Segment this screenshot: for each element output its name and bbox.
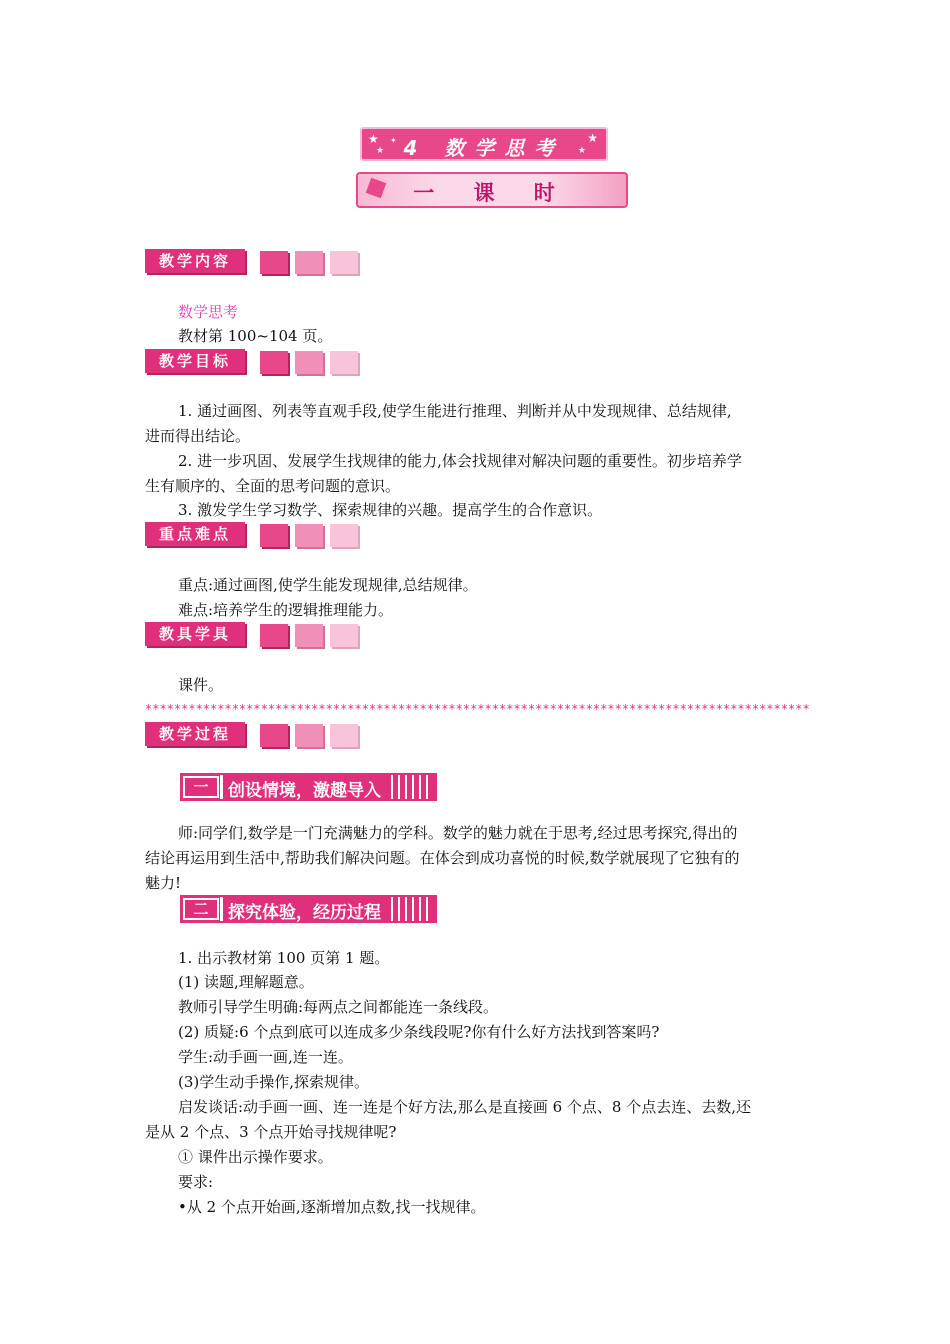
goal-2-line-2: 生有顺序的、全面的思考问题的意识。 (145, 477, 401, 495)
divider (220, 775, 223, 799)
square-decoration (330, 351, 358, 374)
step-1-line-1: 师:同学们,数学是一门充满魅力的学科。数学的魅力就在于思考,经过思考探究,得出的 (178, 824, 738, 842)
focus-text: 重点:通过画图,使学生能发现规律,总结规律。 (178, 576, 478, 594)
goal-1-line-1: 1. 通过画图、列表等直观手段,使学生能进行推理、判断并从中发现规律、总结规律, (178, 402, 732, 420)
square-decoration (295, 624, 323, 647)
section-label: 教学目标 (145, 349, 245, 373)
pages-text: 教材第 100~104 页。 (178, 327, 333, 345)
stripe-decoration (391, 775, 433, 799)
square-decoration (260, 524, 288, 547)
square-decoration (330, 251, 358, 274)
star-icon: ✦ (390, 136, 397, 145)
step-number: 一 (183, 776, 219, 798)
step-2-line-9: ① 课件出示操作要求。 (178, 1148, 333, 1166)
step-2-line-3: 教师引导学生明确:每两点之间都能连一条线段。 (178, 998, 499, 1016)
section-label: 教学过程 (145, 722, 245, 746)
stripe-decoration (391, 897, 433, 921)
square-decoration (260, 624, 288, 647)
step-title: 探究体验，经历过程 (228, 903, 381, 923)
step-2-line-1: 1. 出示教材第 100 页第 1 题。 (178, 949, 390, 967)
square-decoration (260, 724, 288, 747)
step-2-line-8: 是从 2 个点、3 个点开始寻找规律呢? (145, 1123, 397, 1141)
square-decoration (330, 524, 358, 547)
star-icon: ★ (577, 146, 586, 156)
step-2-line-2: (1) 读题,理解题意。 (178, 973, 314, 991)
step-2-line-5: 学生:动手画一画,连一连。 (178, 1048, 353, 1066)
section-label: 教具学具 (145, 622, 245, 646)
step-2-line-6: (3)学生动手操作,探索规律。 (178, 1073, 370, 1091)
goal-1-line-2: 进而得出结论。 (145, 427, 251, 445)
step-title: 创设情境，激趣导入 (228, 781, 381, 801)
square-decoration (295, 524, 323, 547)
star-icon: ★ (368, 132, 379, 146)
step-2-line-4: (2) 质疑:6 个点到底可以连成多少条线段呢?你有什么好方法找到答案吗? (178, 1023, 660, 1041)
step-2-line-11: •从 2 个点开始画,逐渐增加点数,找一找规律。 (178, 1198, 486, 1216)
difficulty-text: 难点:培养学生的逻辑推理能力。 (178, 601, 394, 619)
square-decoration (295, 251, 323, 274)
topic-text: 数学思考 (178, 303, 239, 321)
tools-text: 课件。 (178, 676, 224, 694)
lesson-title-banner (360, 127, 608, 161)
square-decoration (295, 351, 323, 374)
goal-3-line-1: 3. 激发学生学习数学、探索规律的兴趣。提高学生的合作意识。 (178, 501, 603, 519)
step-2-line-10: 要求: (178, 1173, 214, 1191)
goal-2-line-1: 2. 进一步巩固、发展学生找规律的能力,体会找规律对解决问题的重要性。初步培养学 (178, 452, 742, 470)
section-label: 重点难点 (145, 522, 245, 546)
square-decoration (330, 724, 358, 747)
star-icon: ★ (376, 146, 385, 156)
square-decoration (295, 724, 323, 747)
separator-line: ******************************************************************************************** (145, 703, 810, 715)
divider (220, 897, 223, 921)
step-2-banner (180, 895, 437, 923)
star-icon: ★ (587, 131, 598, 145)
square-decoration (330, 624, 358, 647)
step-number: 二 (183, 898, 219, 920)
step-1-banner (180, 773, 437, 801)
square-decoration (260, 351, 288, 374)
step-2-line-7: 启发谈话:动手画一画、连一连是个好方法,那么是直接画 6 个点、8 个点去连、去数,还 (178, 1098, 751, 1116)
lesson-title: 4 数学思考 (403, 136, 565, 160)
step-1-line-3: 魅力! (145, 874, 182, 892)
square-decoration (260, 251, 288, 274)
section-label: 教学内容 (145, 249, 245, 273)
lesson-subtitle-banner (356, 172, 628, 208)
lesson-subtitle: 一 课 时 (413, 181, 571, 205)
step-1-line-2: 结论再运用到生活中,帮助我们解决问题。在体会到成功喜悦的时候,数学就展现了它独有的 (145, 849, 740, 867)
